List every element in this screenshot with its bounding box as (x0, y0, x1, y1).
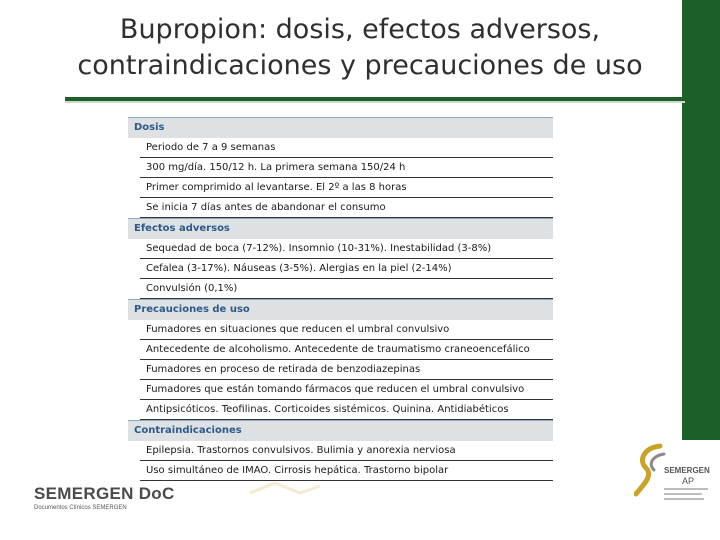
logo-brand-text: SEMERGEN DoC (34, 484, 175, 503)
table-row: Primer comprimido al levantarse. El 2º a las 8 horas (140, 178, 553, 198)
semergen-ap-logo (634, 440, 710, 504)
table-row: Epilepsia. Trastornos convulsivos. Bulimia y anorexia nerviosa (140, 441, 553, 461)
table-row: Convulsión (0,1%) (140, 279, 553, 299)
logo-fine-print (664, 493, 702, 495)
watermark-graphic (245, 478, 325, 498)
table-row: Periodo de 7 a 9 semanas (140, 138, 553, 158)
logo-fine-print (664, 498, 704, 500)
table-row: Fumadores en proceso de retirada de benzodiazepinas (140, 360, 553, 380)
table-row: Se inicia 7 días antes de abandonar el consumo (140, 198, 553, 218)
table-row: Uso simultáneo de IMAO. Cirrosis hepática. Trastorno bipolar (140, 461, 553, 481)
side-accent-bar (682, 0, 720, 440)
table-section-heading: Contraindicaciones (128, 420, 553, 441)
table-section-heading: Precauciones de uso (128, 299, 553, 320)
table-section-heading: Efectos adversos (128, 218, 553, 239)
slide-title: Bupropion: dosis, efectos adversos, contraindicaciones y precauciones de uso (77, 14, 643, 81)
table-row: Antecedente de alcoholismo. Antecedente de traumatismo craneoencefálico (140, 340, 553, 360)
table-row: Cefalea (3-17%). Náuseas (3-5%). Alergias en la piel (2-14%) (140, 259, 553, 279)
table-row: Sequedad de boca (7-12%). Insomnio (10-31%). Inestabilidad (3-8%) (140, 239, 553, 259)
table-row: Fumadores en situaciones que reducen el umbral convulsivo (140, 320, 553, 340)
title-divider-shadow (65, 101, 685, 103)
logo-right-brand: SEMERGEN (664, 466, 710, 475)
info-table (128, 117, 553, 481)
logo-swirl-icon (634, 440, 668, 500)
table-row: 300 mg/día. 150/12 h. La primera semana 150/24 h (140, 158, 553, 178)
logo-fine-print (664, 488, 708, 490)
table-row: Fumadores que están tomando fármacos que reducen el umbral convulsivo (140, 380, 553, 400)
logo-right-sub: AP (682, 476, 695, 486)
table-section-heading: Dosis (128, 117, 553, 138)
semergen-doc-logo (34, 484, 175, 511)
logo-subtitle: Documentos Clínicos SEMERGEN (34, 505, 127, 511)
table-row: Antipsicóticos. Teofilinas. Corticoides sistémicos. Quinina. Antidiabéticos (140, 400, 553, 420)
